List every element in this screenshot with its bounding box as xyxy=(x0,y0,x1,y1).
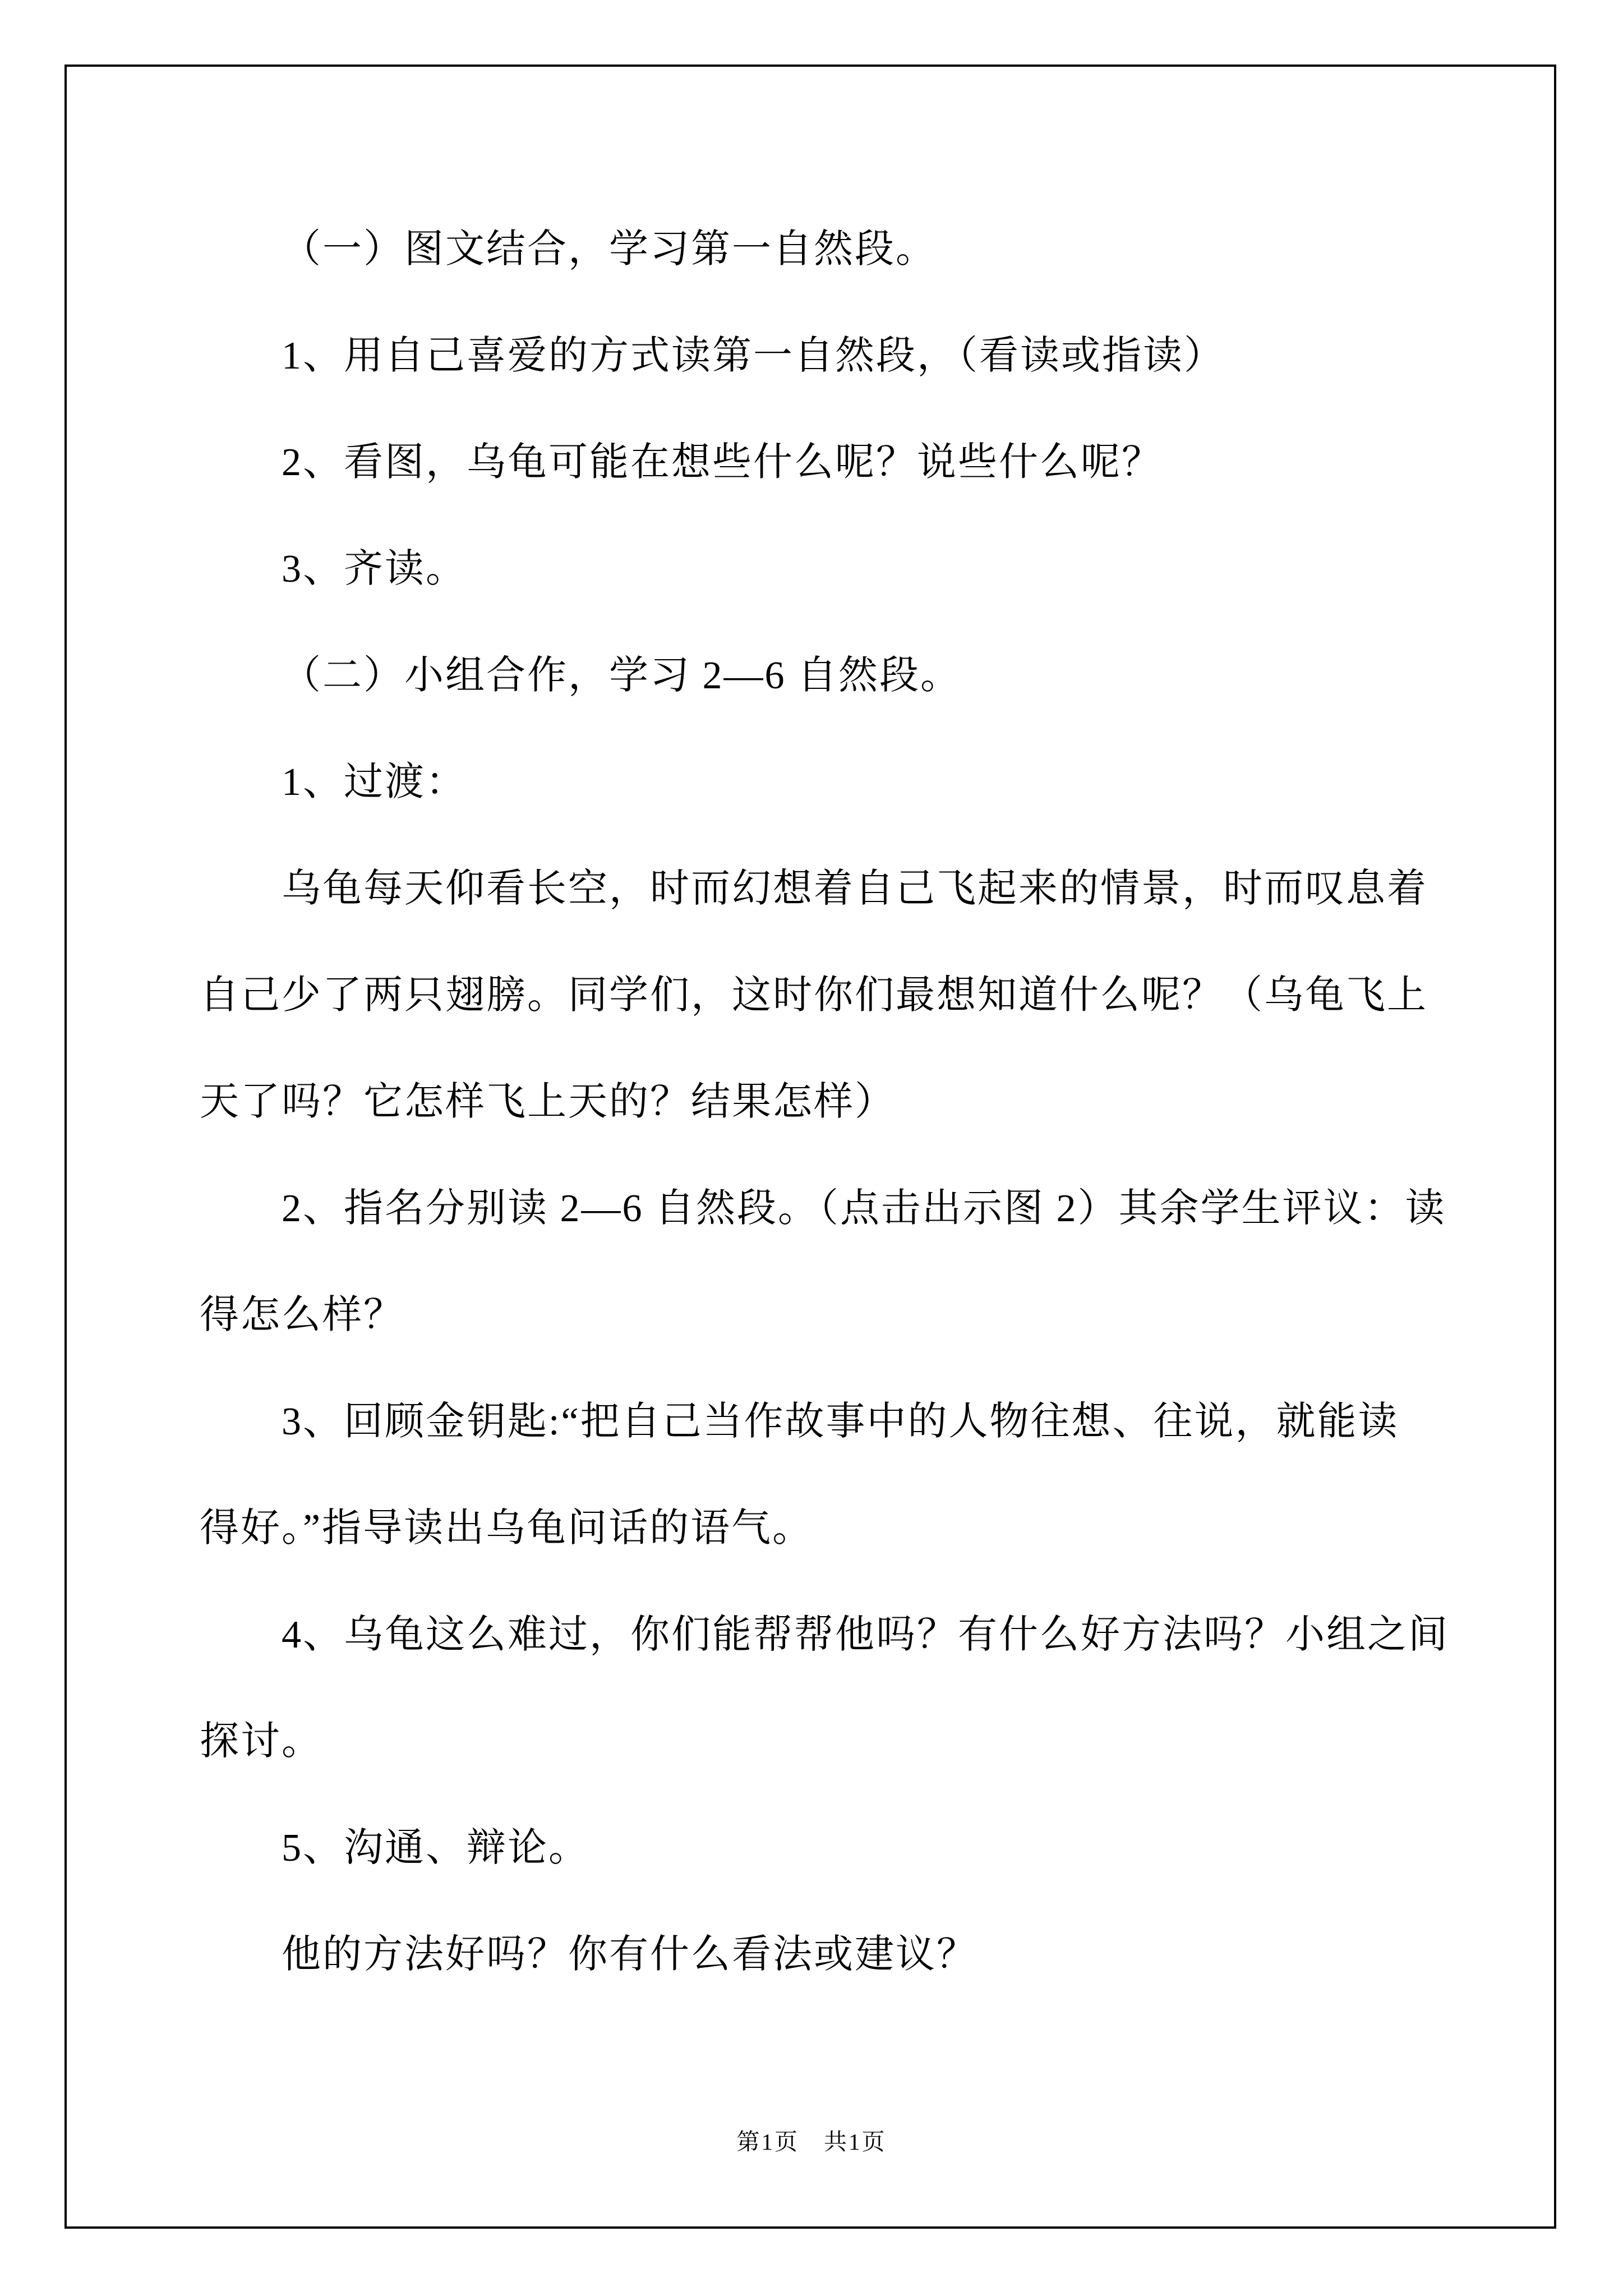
page-footer: 第1页 共1页 xyxy=(736,2129,887,2155)
text-line: 4、乌龟这么难过，你们能帮帮他吗？有什么好方法吗？小组之间 xyxy=(282,1613,1449,1657)
text-line: （二）小组合作，学习 2—6 自然段。 xyxy=(282,654,961,697)
text-line: 2、指名分别读 2—6 自然段。（点击出示图 2）其余学生评议：读 xyxy=(282,1187,1446,1230)
text-line: 5、沟通、辩论。 xyxy=(282,1826,589,1870)
text-line: （一）图文结合，学习第一自然段。 xyxy=(282,228,937,271)
text-line: 3、齐读。 xyxy=(282,547,467,591)
text-line: 得怎么样？ xyxy=(200,1294,404,1337)
text-line: 乌龟每天仰看长空，时而幻想着自己飞起来的情景，时而叹息着 xyxy=(282,867,1428,910)
text-line: 2、看图，乌龟可能在想些什么呢？说些什么呢？ xyxy=(282,441,1163,484)
text-line: 得好。”指导读出乌龟问话的语气。 xyxy=(200,1507,814,1550)
text-line: 他的方法好吗？你有什么看法或建议？ xyxy=(282,1933,978,1976)
text-line: 3、回顾金钥匙:“把自己当作故事中的人物往想、往说，就能读 xyxy=(282,1400,1399,1443)
text-line: 自己少了两只翅膀。同学们，这时你们最想知道什么呢？（乌龟飞上 xyxy=(200,974,1428,1017)
lesson-plan-text xyxy=(200,196,1456,2008)
text-line: 1、用自己喜爱的方式读第一自然段，（看读或指读） xyxy=(282,334,1225,378)
text-line: 1、过渡： xyxy=(282,761,467,804)
text-line: 天了吗？它怎样飞上天的？结果怎样） xyxy=(200,1080,896,1124)
text-line: 探讨。 xyxy=(200,1720,322,1763)
